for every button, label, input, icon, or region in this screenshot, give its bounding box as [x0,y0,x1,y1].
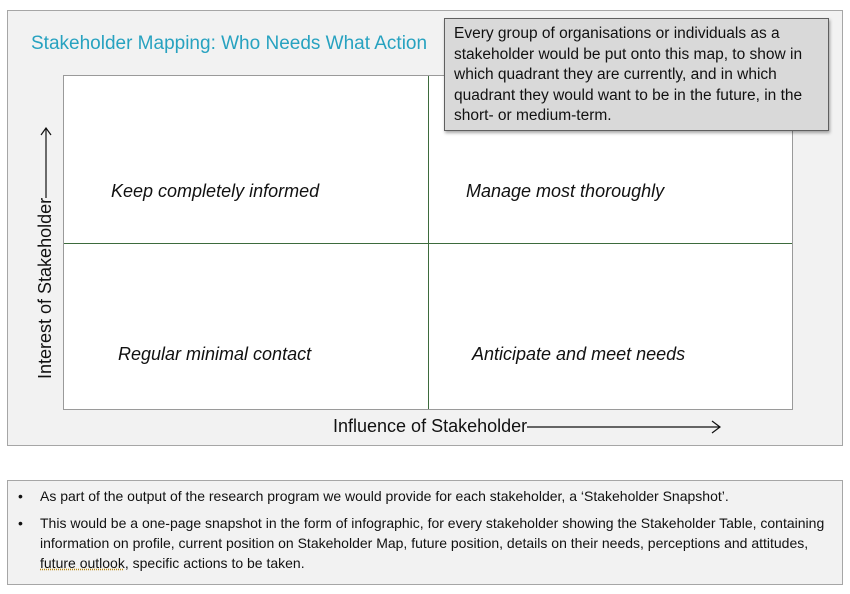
list-item [16,513,832,573]
quadrant-bottom-right-label: Anticipate and meet needs [472,344,686,364]
bullet-icon: • [18,488,23,504]
spellcheck-underlined-text: future outlook [40,555,125,571]
x-axis-arrow-icon [527,420,722,434]
y-axis-label: Interest of Stakeholder [35,197,55,379]
callout-note: Every group of organisations or individuals as a stakeholder would be put onto this map, to show in which quadrant they are currently, and in which quadrant they would want to be in the future, in the short- or medium-term. [444,18,829,131]
bullet-text-part: This would be a one-page snapshot in the form of infographic, for every stakeholder showing the Stakeholder Table, containing information on profile, current position on Stakeholder Map, future position, details on their needs, perceptions and attitudes, [40,515,825,551]
quadrant-top-right-label: Manage most thoroughly [466,181,665,201]
list-item [16,486,832,506]
quadrant-bottom-left-label: Regular minimal contact [118,344,312,364]
y-axis [35,126,56,379]
bullet-icon: • [18,515,23,531]
diagram-title: Stakeholder Mapping: Who Needs What Action [31,33,428,54]
quadrant-top-left-label: Keep completely informed [111,181,320,201]
bullet-text-part: , specific actions to be taken. [124,555,305,571]
bullet-list [16,486,832,573]
y-axis-arrow-icon [39,126,53,198]
x-axis [333,416,722,437]
bullet-text: As part of the output of the research program we would provide for each stakeholder, a ‘Stakeholder Snapshot’. [40,488,729,504]
description-panel [7,480,843,585]
stakeholder-map-panel [7,10,843,446]
x-axis-label: Influence of Stakeholder [333,416,528,436]
horizontal-divider [64,243,792,244]
